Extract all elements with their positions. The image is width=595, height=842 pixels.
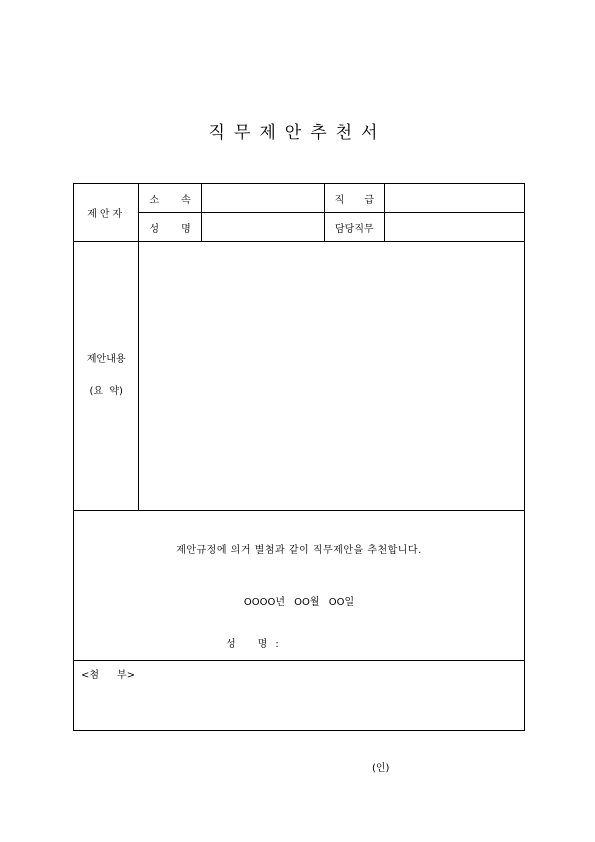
rank-label-cell <box>324 184 384 213</box>
signature-colon: : <box>275 639 279 650</box>
recommendation-row <box>74 511 525 661</box>
content-label-line1: 제안내용 <box>86 354 126 365</box>
attachment-label-close: 부> <box>117 670 136 681</box>
proposer-row-name <box>74 213 525 242</box>
recommendation-statement: 제안규정에 의거 별첨과 같이 직무제안을 추천합니다. <box>176 545 422 556</box>
signature-label <box>226 635 279 650</box>
name-label-b: 명 <box>181 223 191 235</box>
document-title: 직무제안추천서 <box>208 123 387 143</box>
rank-label-a: 직 <box>334 194 345 206</box>
name-field[interactable] <box>201 213 324 242</box>
signature-label-b: 명 <box>257 639 268 650</box>
recommendation-date <box>74 593 524 608</box>
seal-mark[interactable]: (인) <box>372 763 390 774</box>
rank-field[interactable] <box>385 184 525 213</box>
date-year[interactable]: OOOO년 <box>243 597 285 608</box>
name-label-cell <box>139 213 201 242</box>
recommendation-cell <box>74 511 525 774</box>
affiliation-field[interactable] <box>201 184 324 213</box>
affiliation-label-cell <box>139 184 201 213</box>
content-label-cell <box>74 242 139 511</box>
attachment-label <box>81 666 135 681</box>
rank-label-b: 급 <box>364 194 375 206</box>
duty-field[interactable] <box>385 213 525 242</box>
date-day[interactable]: OO일 <box>328 597 355 608</box>
signature-label-a: 성 <box>226 639 236 650</box>
name-label-a: 성 <box>149 223 160 235</box>
proposer-row-affiliation <box>74 184 525 213</box>
attachment-cell[interactable] <box>74 661 525 731</box>
date-month[interactable]: OO월 <box>294 597 320 608</box>
content-label-line2: (요 약) <box>89 386 123 397</box>
affiliation-label-b: 속 <box>181 194 191 206</box>
content-row <box>74 242 525 511</box>
attachment-row <box>74 661 525 731</box>
attachment-label-open: <첨 <box>81 670 100 681</box>
proposer-label: 제안자 <box>74 184 139 242</box>
content-field[interactable] <box>139 242 525 511</box>
affiliation-label-a: 소 <box>149 194 160 206</box>
proposal-form <box>73 183 525 774</box>
duty-label: 담당직무 <box>324 213 384 242</box>
